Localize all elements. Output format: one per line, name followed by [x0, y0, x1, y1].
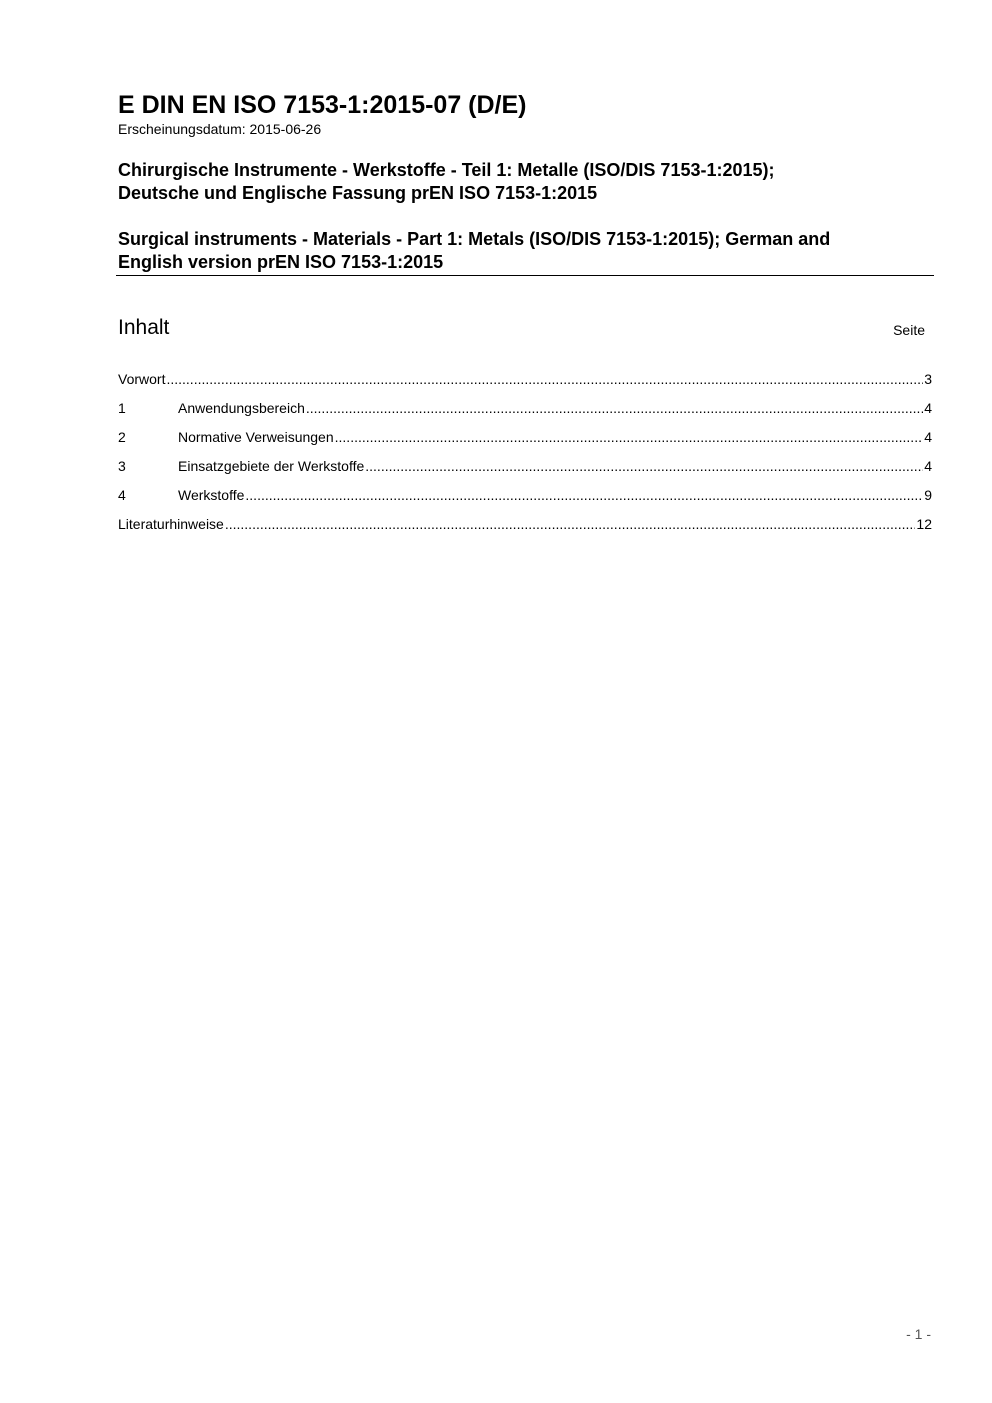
toc-dot-leader: [166, 371, 923, 388]
publication-date: Erscheinungsdatum: 2015-06-26: [118, 121, 322, 137]
toc-entry-vorwort[interactable]: [118, 371, 932, 400]
toc-entry-page[interactable]: 4: [924, 458, 932, 474]
toc-entry-literaturhinweise[interactable]: [118, 516, 932, 545]
toc-entry-label[interactable]: Literaturhinweise: [118, 516, 224, 532]
toc-entry-label[interactable]: Vorwort: [118, 371, 166, 387]
toc-entry-page[interactable]: 4: [924, 429, 932, 445]
toc-entry-werkstoffe[interactable]: [118, 487, 932, 516]
toc-page-column-label: Seite: [893, 322, 925, 338]
toc-heading: Inhalt: [118, 316, 170, 339]
title-english-line-2: English version prEN ISO 7153-1:2015: [118, 252, 444, 272]
toc-entry-einsatzgebiete[interactable]: [118, 458, 932, 487]
toc-entry-page[interactable]: 12: [916, 516, 932, 532]
header-divider: [116, 275, 934, 276]
title-english: [118, 228, 934, 274]
toc-dot-leader: [245, 487, 923, 504]
toc-entry-normative-verweisungen[interactable]: [118, 429, 932, 458]
toc-entry-number: 2: [118, 429, 126, 445]
toc-entry-number: 3: [118, 458, 126, 474]
document-designation: E DIN EN ISO 7153-1:2015-07 (D/E): [118, 91, 527, 119]
toc-entry-label[interactable]: Einsatzgebiete der Werkstoffe: [178, 458, 365, 474]
title-german: [118, 159, 934, 205]
toc-entry-page[interactable]: 9: [924, 487, 932, 503]
toc-dot-leader: [225, 516, 916, 533]
toc-entry-label[interactable]: Anwendungsbereich: [178, 400, 305, 416]
toc-entry-label[interactable]: Normative Verweisungen: [178, 429, 334, 445]
toc-entry-number: 4: [118, 487, 126, 503]
title-german-line-2: Deutsche und Englische Fassung prEN ISO 7153-1:2015: [118, 183, 598, 203]
toc-entry-anwendungsbereich[interactable]: [118, 400, 932, 429]
table-of-contents: [118, 371, 932, 545]
toc-dot-leader: [365, 458, 923, 475]
toc-entry-label[interactable]: Werkstoffe: [178, 487, 245, 503]
toc-dot-leader: [335, 429, 924, 446]
toc-entry-page[interactable]: 4: [924, 400, 932, 416]
toc-dot-leader: [306, 400, 923, 417]
toc-entry-page[interactable]: 3: [924, 371, 932, 387]
page-number: - 1 -: [906, 1326, 931, 1342]
title-english-line-1: Surgical instruments - Materials - Part 1: Metals (ISO/DIS 7153-1:2015); German and: [118, 229, 831, 249]
toc-entry-number: 1: [118, 400, 126, 416]
title-german-line-1: Chirurgische Instrumente - Werkstoffe - Teil 1: Metalle (ISO/DIS 7153-1:2015);: [118, 160, 775, 180]
